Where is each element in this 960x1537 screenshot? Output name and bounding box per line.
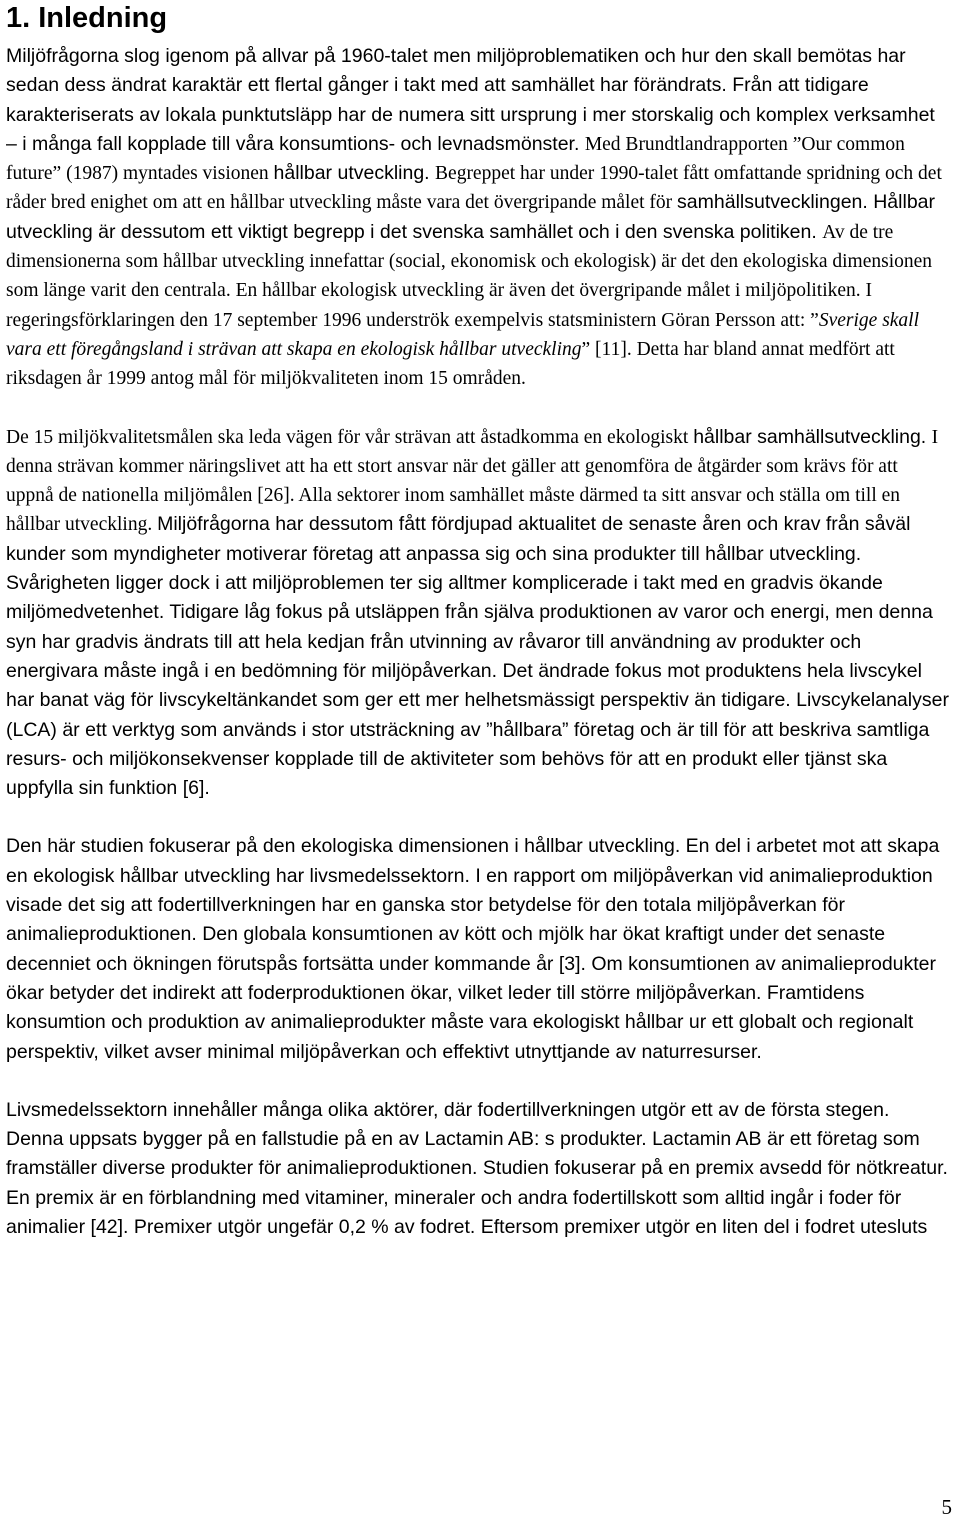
section-title: Inledning [38, 2, 168, 34]
text-run: Sverige skall vara ett föregångsland i strävan att skapa en ekologisk hållbar utveckling [6, 309, 920, 360]
paragraph-food-sector [6, 1096, 950, 1242]
text-run: Den här studien fokuserar på den ekologiska dimensionen i hållbar utveckling. En del i arbetet mot att skapa en ekologisk hållbar utveckling har livsmedelssektorn. I en rapport om miljöpåverkan vid animalieproduktion visade det sig att fodertillverkningen har en ganska stor betydelse för den totala miljöpåverkan för animalieproduktionen. Den globala konsumtionen av kött och mjölk har ökat kraftigt under det senaste decenniet och ökningen förutspås fortsätta under kommande år [3]. Om konsumtionen av animalieprodukter ökar betyder det indirekt att foderproduktionen ökar, vilket leder till större miljöpåverkan. Framtidens konsumtion och produktion av animalieprodukter måste vara ekologiskt hållbar ur ett globalt och regionalt perspektiv, vilket avser minimal miljöpåverkan och effektivt utnyttjande av naturresurser. [6, 835, 940, 1063]
text-run: Miljöfrågorna slog igenom på allvar på 1960-talet men miljöproblematiken och hur den skall bemötas har sedan dess ändrat karaktär ett flertal gånger i takt med att samhället har förändrats. Från att tidigare karakteriserats av lokala punktutsläpp har de numera sitt ursprung i mer storskalig och komplex verksamhet – i många fall kopplade till våra konsumtions- och levnadsmönster. [6, 45, 935, 155]
text-run: samhällsutvecklingen. Hållbar utveckling är dessutom ett viktigt begrepp i det svenska samhället och i den svenska politiken. [6, 191, 936, 243]
section-number: 1. [6, 2, 31, 34]
text-run: Miljöfrågorna har dessutom fått fördjupad aktualitet de senaste åren och krav från såväl kunder som myndigheter motiverar företag att anpassa sig och sina produkter till hållbar utveckling. Svårigheten ligger dock i att miljöproblemen ter sig alltmer komplicerade i takt med en gradvis ökande miljömedvetenhet. Tidigare låg fokus på utsläppen från själva produktionen av varor och energi, men denna syn har gradvis ändrats till att hela kedjan från utvinning av råvaror till användning av produkter och energivara måste ingå i en bedömning för miljöpåverkan. Det ändrade fokus mot produktens hela livscykel har banat väg för livscykeltänkandet som ger ett mer helhetsmässigt perspektiv än tidigare. Livscykelanalyser (LCA) är ett verktyg som används i stor utsträckning av ”hållbara” företag och är till för att beskriva samtliga resurs- och miljökonsekvenser kopplade till de aktiviteter som behövs för att en produkt eller tjänst ska uppfylla sin funktion [6]. [6, 513, 949, 800]
text-run: ” [11]. Detta har bland annat medfört att riksdagen år 1999 antog mål för miljökvaliteten inom 15 områden. [6, 338, 895, 390]
text-run: Av de tre dimensionerna som hållbar utveckling innefattar (social, ekonomisk och ekologisk) är det den ekologiska dimensionen som länge varit den centrala. En hållbar ekologisk utveckling är även det övergripande målet i miljöpolitiken. I regeringsförklaringen den 17 september 1996 underströk exempelvis statsministern Göran Persson att: ” [6, 221, 933, 331]
text-run: I denna strävan kommer näringslivet att ha ett stort ansvar när det gäller att genomföra de åtgärder som krävs för att uppnå de nationella miljömålen [26]. Alla sektorer inom samhället måste därmed ta sitt ansvar och ställa om till en hållbar utveckling. [6, 426, 939, 536]
text-run: Livsmedelssektorn innehåller många olika aktörer, där fodertillverkningen utgör ett av de första stegen. Denna uppsats bygger på en fallstudie på en av Lactamin AB: s produkter. Lactamin AB är ett företag som framställer diverse produkter för animalieproduktionen. Studien fokuserar på en premix avsedd för nötkreatur. En premix är en förblandning med vitaminer, mineraler och andra fodertillskott som alltid ingår i foder för animalier [42]. Premixer utgör ungefär 0,2 % av fodret. Eftersom premixer utgör en liten del i fodret utesluts [6, 1098, 948, 1238]
text-run: De 15 miljökvalitetsmålen ska leda vägen för vår strävan att åstadkomma en ekologiskt [6, 426, 694, 448]
text-run: Begreppet har under 1990-talet fått omfattande spridning och det råder bred enighet om att en hållbar utveckling måste vara det övergripande målet för [6, 163, 942, 214]
section-heading [6, 0, 950, 35]
paragraph-intro [6, 42, 950, 394]
document-page [6, 0, 950, 1242]
paragraph-environmental-goals [6, 423, 950, 804]
text-run: Med Brundtlandrapporten ”Our common future” (1987) myntades visionen [6, 133, 905, 185]
paragraph-ecological-dimension [6, 832, 950, 1066]
text-run: hållbar utveckling. [273, 162, 436, 185]
text-run: hållbar samhällsutveckling. [693, 425, 932, 448]
page-number: 5 [941, 1495, 952, 1519]
